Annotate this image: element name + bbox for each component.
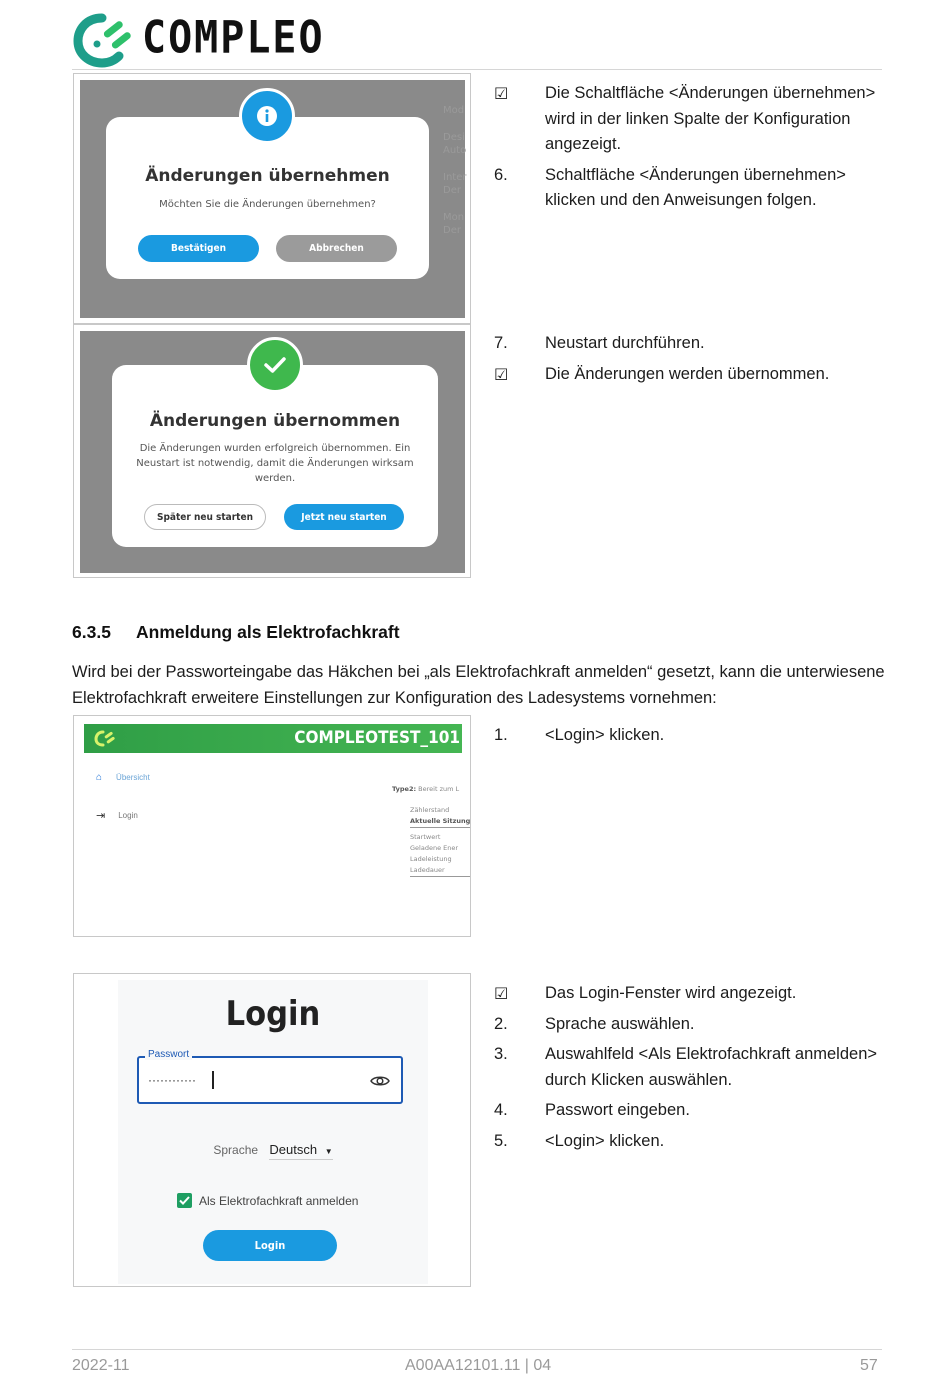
station-name: COMPLEOTEST_101 [294, 728, 460, 748]
language-row [118, 1142, 428, 1160]
password-value: ············ [148, 1073, 196, 1087]
eye-icon[interactable] [370, 1074, 390, 1088]
restart-later-button[interactable]: Später neu starten [144, 504, 266, 530]
section-heading [72, 622, 400, 643]
brand-wordmark: COMPLEO [142, 12, 325, 64]
screenshot-login-window [73, 973, 471, 1287]
list-item: 6. Schaltfläche <Änderungen übernehmen> klicken und den Anweisungen folgen. [494, 165, 846, 209]
compleo-logo [72, 8, 325, 68]
electrician-checkbox-row[interactable] [177, 1193, 358, 1208]
result-check-icon: ☑ [494, 364, 509, 384]
home-icon: ⌂ [96, 772, 103, 783]
login-button[interactable]: Login [203, 1230, 337, 1261]
login-title: Login [225, 994, 321, 1034]
step-list-login [494, 981, 889, 1159]
step-list-apply [494, 81, 889, 219]
header-divider [72, 69, 882, 70]
info-icon [239, 88, 295, 144]
screenshot-changes-applied-dialog [73, 324, 471, 578]
list-item: 5. <Login> klicken. [494, 1131, 665, 1150]
app-banner [84, 724, 462, 753]
footer-date: 2022-11 [72, 1357, 130, 1374]
checkbox-checked-icon[interactable] [177, 1193, 192, 1208]
password-label: Passwort [145, 1049, 192, 1060]
password-field[interactable] [137, 1049, 403, 1104]
list-item: 2. Sprache auswählen. [494, 1014, 695, 1033]
screenshot-web-overview [73, 715, 471, 937]
footer-divider [72, 1349, 882, 1350]
nav-overview[interactable]: ⌂ Übersicht [96, 772, 150, 783]
text-cursor [212, 1071, 214, 1089]
nav-login[interactable]: ⇥ Login [96, 810, 138, 822]
page-number: 57 [860, 1357, 878, 1374]
screenshot-apply-changes-dialog [73, 73, 471, 324]
confirm-button[interactable]: Bestätigen [138, 235, 259, 262]
section-number: 6.3.5 [72, 622, 111, 642]
checkbox-label: Als Elektrofachkraft anmelden [199, 1193, 359, 1208]
dialog-title: Änderungen übernommen [149, 411, 401, 431]
cancel-button[interactable]: Abbrechen [276, 235, 397, 262]
restart-now-button[interactable]: Jetzt neu starten [284, 504, 404, 530]
compleo-mini-icon [94, 729, 116, 747]
language-select[interactable]: Deutsch ▼ [269, 1142, 332, 1160]
result-check-icon: ☑ [494, 84, 509, 103]
section-intro: Wird bei der Passworteingabe das Häkchen bei „als Elektrofachkraft anmelden“ gesetzt, kann die unterwiesene Elektrofachkraft erweitere Einstellungen zur Konfiguration des Ladesystems vornehmen: [72, 663, 885, 707]
section-title: Anmeldung als Elektrofachkraft [136, 622, 400, 642]
list-item: 4. Passwort eingeben. [494, 1101, 690, 1119]
list-item: 3. Auswahlfeld <Als Elektrofachkraft anmelden> durch Klicken auswählen. [494, 1045, 878, 1089]
result-check-icon: ☑ [494, 984, 509, 1003]
login-icon: ⇥ [96, 810, 106, 822]
list-item: ☑ Die Schaltfläche <Änderungen übernehmen> wird in der linken Spalte der Konfiguration angezeigt. [494, 81, 889, 158]
compleo-plug-icon [72, 8, 134, 68]
dialog-message: Die Änderungen wurden erfolgreich übernommen. Ein Neustart ist notwendig, damit die Änderungen wirksam werden. [136, 443, 414, 484]
list-item: 1. <Login> klicken. [494, 726, 665, 744]
dialog-message: Möchten Sie die Änderungen übernehmen? [159, 199, 376, 210]
caret-down-icon: ▼ [324, 1147, 333, 1156]
check-icon [247, 337, 303, 393]
step-list-login-click [494, 723, 889, 754]
language-label: Sprache [213, 1143, 259, 1157]
login-card [118, 980, 428, 1284]
list-item: ☑ Das Login-Fenster wird angezeigt. [494, 981, 889, 1007]
dialog-title: Änderungen übernehmen [145, 166, 390, 186]
step-list-restart [494, 331, 889, 392]
background-fragments: Mod Desi Auto Inter Der Mon Der [443, 105, 467, 236]
list-item: 7. Neustart durchführen. [494, 334, 705, 352]
footer-doc-id: A00AA12101.11 | 04 [405, 1357, 552, 1374]
status-panel: Type2: Bereit zum L Zählerstand Aktuelle Sitzung Startwert Geladene Ener Ladeleistung Ladedauer [392, 784, 471, 877]
list-item: ☑ Die Änderungen werden übernommen. [494, 362, 889, 388]
